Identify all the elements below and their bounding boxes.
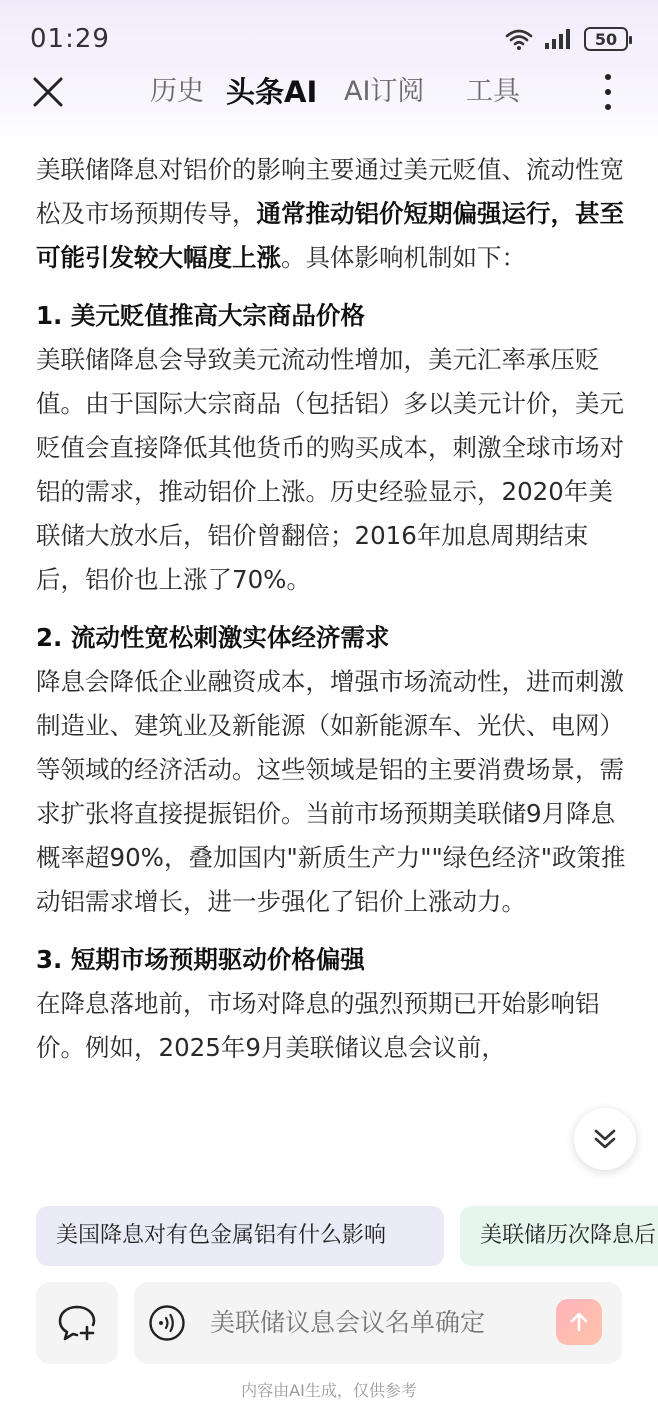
close-button[interactable] [30,74,66,110]
signal-icon [544,28,574,50]
tab-history[interactable]: 历史 [150,76,204,107]
status-icons [504,26,628,52]
new-chat-button[interactable] [36,1282,118,1364]
ai-disclaimer: 内容由AI生成，仅供参考 [241,1381,417,1400]
intro-paragraph [36,148,626,280]
section-heading: 3. 短期市场预期驱动价格偏强 [36,945,365,974]
wifi-icon [504,27,534,51]
arrow-up-icon [567,1310,591,1334]
tab-ai-subscription[interactable]: AI订阅 [344,76,425,107]
suggestion-chip[interactable]: 美国降息对有色金属铝有什么影响 [36,1206,444,1266]
suggestion-chip[interactable]: 美联储历次降息后 [460,1206,658,1266]
scroll-to-bottom-button[interactable] [574,1108,636,1170]
more-options-button[interactable] [598,72,618,112]
more-dot-icon [605,74,611,80]
intro-text: 美联储降息对铝价的影响主要通过美元贬值、流动性宽松及市场预期传导， [36,155,624,228]
tab-toutiao-ai[interactable]: 头条AI [226,75,318,109]
voice-input-button[interactable] [148,1304,186,1342]
voice-icon [148,1304,186,1342]
suggestion-chips [36,1206,658,1268]
section-heading: 2. 流动性宽松刺激实体经济需求 [36,623,390,652]
send-button[interactable] [556,1299,602,1345]
section-heading: 1. 美元贬值推高大宗商品价格 [36,301,365,330]
section-body: 降息会降低企业融资成本，增强市场流动性，进而刺激制造业、建筑业及新能源（如新能源车、光伏、电网）等领域的经济活动。这些领域是铝的主要消费场景，需求扩张将直接提振铝价。当前市场预期美联储9月降息概率超90%，叠加国内"新质生产力""绿色经济"政策推动铝需求增长，进一步强化了铝价上涨动力。 [36,667,626,916]
tab-tools[interactable]: 工具 [466,76,520,107]
new-chat-icon [56,1302,98,1344]
double-chevron-down-icon [590,1124,620,1154]
section-body: 在降息落地前，市场对降息的强烈预期已开始影响铝价。例如，2025年9月美联储议息会议前， [36,989,600,1062]
ai-answer-content [36,148,626,1188]
section-body: 美联储降息会导致美元流动性增加，美元汇率承压贬值。由于国际大宗商品（包括铝）多以美元计价，美元贬值会直接降低其他货币的购买成本，刺激全球市场对铝的需求，推动铝价上涨。历史经验显示，2020年美联储大放水后，铝价曾翻倍；2016年加息周期结束后，铝价也上涨了70%。 [36,345,624,594]
status-time: 01:29 [30,24,110,54]
top-navigation [0,60,658,124]
more-dot-icon [605,89,611,95]
more-dot-icon [605,104,611,110]
intro-text-end: 。具体影响机制如下： [281,243,526,272]
chat-input-field[interactable] [210,1282,530,1364]
battery-indicator: 50 [584,27,628,51]
close-icon [30,74,66,110]
tab-bar [150,72,546,112]
content-fade [0,1150,658,1190]
intro-highlight: 通常推动铝价短期偏强运行，甚至可能引发较大幅度上涨 [36,199,624,272]
chat-input-box[interactable] [134,1282,622,1364]
